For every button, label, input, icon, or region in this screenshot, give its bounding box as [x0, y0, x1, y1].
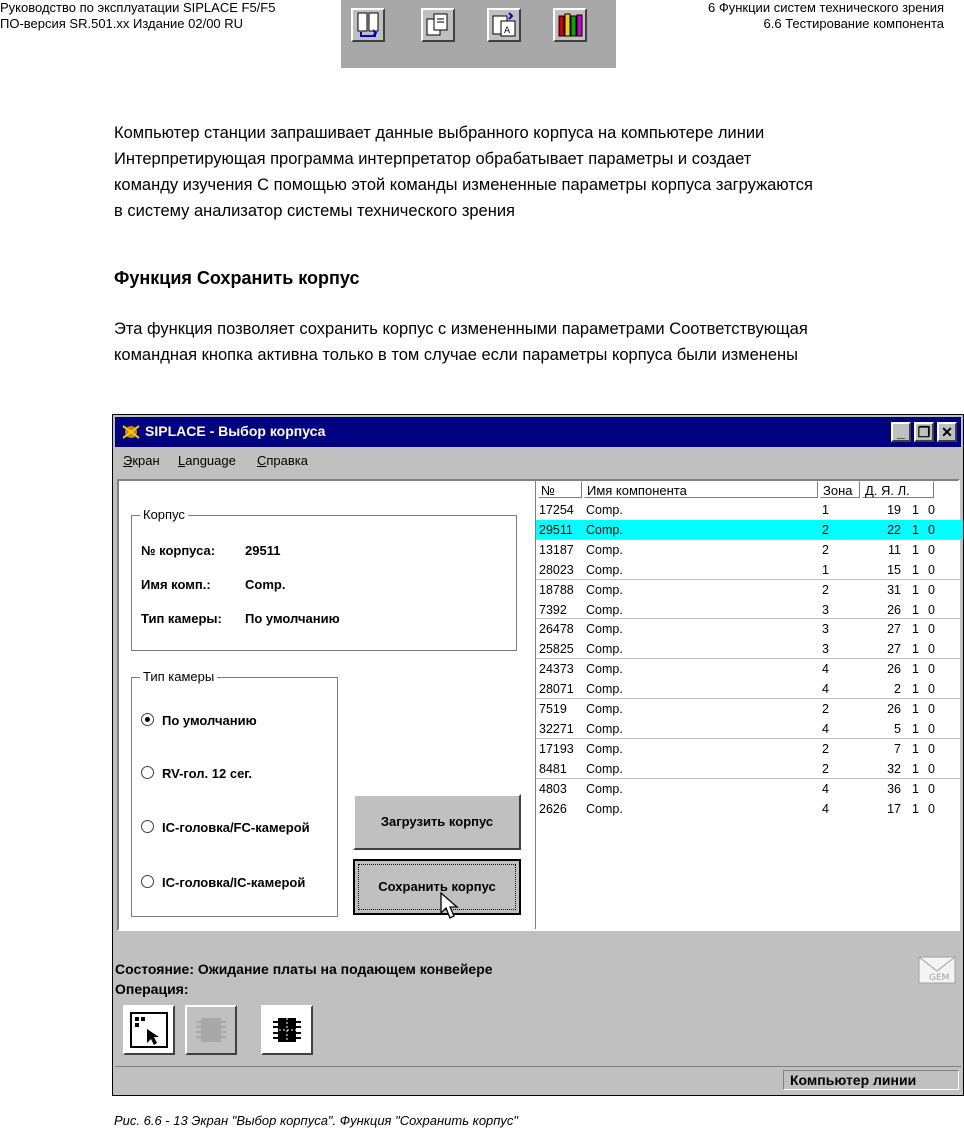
cell-ya: 1 — [912, 662, 919, 677]
cell-ya: 1 — [912, 622, 919, 637]
cell-number: 2626 — [539, 801, 567, 816]
cell-number: 28023 — [539, 562, 574, 577]
cell-component-name: Comp. — [586, 522, 623, 537]
cell-zone: 4 — [822, 801, 829, 816]
table-row[interactable] — [536, 520, 963, 540]
cell-number: 32271 — [539, 721, 574, 736]
cell-l: 0 — [928, 602, 935, 617]
cell-l: 0 — [928, 702, 935, 716]
select-tool-button[interactable] — [123, 1005, 175, 1055]
status-bar — [115, 1066, 961, 1093]
radio-button-selected[interactable] — [141, 713, 154, 726]
table-row[interactable] — [536, 580, 963, 600]
contents-nav-icon[interactable] — [351, 8, 385, 42]
table-row[interactable] — [536, 619, 963, 639]
cell-d: 17 — [887, 801, 901, 816]
cell-ya: 1 — [912, 682, 919, 697]
cell-l: 0 — [928, 562, 935, 577]
page-header-left — [0, 0, 275, 32]
camera-group-title: Тип камеры — [140, 669, 217, 684]
client-area — [117, 479, 960, 931]
figure-caption: Рис. 6.6 - 13 Экран "Выбор корпуса". Функция "Сохранить корпус" — [114, 1113, 519, 1128]
cell-ya: 1 — [912, 562, 919, 577]
column-component-name[interactable]: Имя компонента — [584, 481, 818, 498]
cell-zone: 2 — [822, 582, 829, 597]
menu-screen[interactable]: Экран — [123, 453, 160, 468]
cell-l: 0 — [928, 642, 935, 657]
cell-zone: 4 — [822, 662, 829, 677]
chip-disabled-icon — [187, 1007, 235, 1053]
cell-component-name: Comp. — [586, 801, 623, 816]
cell-number: 7392 — [539, 602, 567, 617]
table-row[interactable] — [536, 739, 963, 759]
focus-rect — [358, 864, 516, 910]
chip-alignment-tool-button[interactable] — [261, 1005, 313, 1055]
package-number-label: № корпуса: — [141, 543, 216, 558]
cell-l: 0 — [928, 582, 935, 597]
column-zone[interactable]: Зона — [820, 481, 860, 498]
cell-d: 32 — [887, 761, 901, 776]
cell-component-name: Comp. — [586, 542, 623, 557]
manual-title: Руководство по эксплуатации SIPLACE F5/F5 — [0, 0, 276, 15]
description-line: Эта функция позволяет сохранить корпус с измененными параметрами Соответствующая — [114, 320, 808, 338]
cell-number: 18788 — [539, 582, 574, 597]
cell-number: 8481 — [539, 761, 567, 776]
cell-ya: 1 — [912, 522, 919, 537]
cell-l: 0 — [928, 761, 935, 776]
cell-d: 27 — [887, 642, 901, 657]
intro-line: Интерпретирующая программа интерпретатор обрабатывает параметры и создает — [114, 150, 752, 168]
description-line: командная кнопка активна только в том случае если параметры корпуса были изменены — [114, 346, 799, 364]
camera-type-label: Тип камеры: — [141, 611, 222, 626]
cell-zone: 2 — [822, 702, 829, 716]
cell-zone: 4 — [822, 781, 829, 796]
chip-tool-button[interactable] — [185, 1005, 237, 1055]
cell-l: 0 — [928, 522, 935, 537]
table-row[interactable] — [536, 600, 963, 620]
cell-l: 0 — [928, 801, 935, 816]
navigation-icon-bar — [341, 0, 616, 68]
menu-language[interactable]: Language — [178, 453, 236, 468]
cell-number: 25825 — [539, 642, 574, 657]
cell-ya: 1 — [912, 702, 919, 716]
radio-button[interactable] — [141, 766, 154, 779]
camera-type-value: По умолчанию — [245, 611, 340, 626]
cell-component-name: Comp. — [586, 702, 623, 716]
cell-component-name: Comp. — [586, 642, 623, 657]
pages-nav-icon[interactable] — [421, 8, 455, 42]
cell-l: 0 — [928, 781, 935, 796]
cell-d: 26 — [887, 662, 901, 677]
intro-line: в систему анализатор системы технического зрения — [114, 202, 515, 220]
load-package-button[interactable]: Загрузить корпус — [353, 794, 521, 850]
cell-ya: 1 — [912, 741, 919, 756]
radio-button[interactable] — [141, 875, 154, 888]
cell-zone: 2 — [822, 761, 829, 776]
cell-zone: 3 — [822, 642, 829, 657]
cell-l: 0 — [928, 682, 935, 697]
cell-l: 0 — [928, 741, 935, 756]
cell-ya: 1 — [912, 761, 919, 776]
cell-d: 2 — [894, 682, 901, 697]
radio-ic-fc[interactable]: IC-головка/FC-камерой — [141, 820, 331, 835]
radio-rv-head[interactable]: RV-гол. 12 сег. — [141, 766, 331, 781]
component-table[interactable] — [535, 479, 963, 929]
cell-d: 5 — [894, 721, 901, 736]
cell-d: 27 — [887, 622, 901, 637]
cell-zone: 3 — [822, 602, 829, 617]
gem-mail-icon[interactable] — [917, 949, 957, 987]
minimize-button[interactable]: _ — [891, 422, 911, 442]
intro-line: Компьютер станции запрашивает данные выбранного корпуса на компьютере линии — [114, 124, 765, 142]
cell-number: 17254 — [539, 503, 574, 517]
intro-line: команду изучения С помощью этой команды измененные параметры корпуса загружаются — [114, 176, 813, 194]
table-row[interactable] — [536, 799, 963, 819]
cell-zone: 4 — [822, 682, 829, 697]
mouse-cursor-icon — [439, 891, 461, 921]
cell-zone: 1 — [822, 562, 829, 577]
radio-ic-ic[interactable]: IC-головка/IC-камерой — [141, 875, 335, 890]
cell-d: 31 — [887, 582, 901, 597]
cell-number: 29511 — [539, 522, 573, 537]
svg-text:A: A — [504, 26, 511, 36]
cell-ya: 1 — [912, 642, 919, 657]
index-nav-icon[interactable] — [487, 8, 521, 42]
cell-component-name: Comp. — [586, 721, 623, 736]
cell-l: 0 — [928, 622, 935, 637]
radio-default[interactable]: По умолчанию — [141, 713, 331, 728]
close-button[interactable]: ✕ — [937, 422, 957, 442]
cell-component-name: Comp. — [586, 622, 623, 637]
save-package-button[interactable]: Сохранить корпус — [353, 859, 521, 915]
intro-paragraph — [114, 120, 964, 224]
cell-d: 26 — [887, 602, 901, 617]
table-row[interactable] — [536, 540, 963, 560]
cell-number: 28071 — [539, 682, 574, 697]
chip-crosshair-icon — [263, 1007, 311, 1053]
cell-number: 13187 — [539, 542, 574, 557]
cell-zone: 2 — [822, 542, 829, 557]
tool-bar — [115, 1001, 961, 1059]
cell-component-name: Comp. — [586, 582, 623, 597]
cell-ya: 1 — [912, 721, 919, 736]
column-dyl[interactable]: Д. Я. Л. — [862, 481, 934, 498]
menu-bar — [115, 449, 961, 473]
cell-zone: 1 — [822, 503, 829, 517]
status-line: Состояние: Ожидание платы на подающем конвейере — [115, 961, 493, 977]
cell-d: 15 — [887, 562, 901, 577]
cell-zone: 3 — [822, 622, 829, 637]
cell-component-name: Comp. — [586, 562, 623, 577]
siplace-window — [112, 414, 964, 1096]
cell-ya: 1 — [912, 542, 919, 557]
package-number-value: 29511 — [245, 543, 281, 558]
cell-d: 7 — [894, 741, 901, 756]
window-title: SIPLACE - Выбор корпуса — [145, 423, 326, 439]
cell-d: 22 — [887, 522, 901, 537]
cell-ya: 1 — [912, 781, 919, 796]
cell-d: 11 — [888, 542, 901, 557]
line-computer-panel: Компьютер линии — [783, 1070, 959, 1090]
cell-component-name: Comp. — [586, 781, 623, 796]
app-logo-icon — [121, 422, 141, 442]
cell-component-name: Comp. — [586, 602, 623, 617]
cell-component-name: Comp. — [586, 503, 623, 517]
table-row[interactable] — [536, 719, 963, 739]
cell-l: 0 — [928, 542, 935, 557]
cell-l: 0 — [928, 721, 935, 736]
title-bar[interactable] — [115, 417, 961, 447]
select-pointer-icon — [125, 1007, 173, 1053]
table-row[interactable] — [536, 639, 963, 659]
cell-d: 36 — [887, 781, 901, 796]
table-row[interactable] — [536, 679, 963, 699]
cell-component-name: Comp. — [586, 662, 623, 677]
cell-number: 26478 — [539, 622, 574, 637]
radio-button[interactable] — [141, 820, 154, 833]
cell-l: 0 — [928, 662, 935, 677]
chapter-title: 6 Функции систем технического зрения — [708, 0, 944, 15]
table-row[interactable] — [536, 759, 963, 779]
library-nav-icon[interactable] — [553, 8, 587, 42]
cell-zone: 2 — [822, 741, 829, 756]
description-paragraph — [114, 316, 964, 368]
cell-l: 0 — [928, 503, 935, 517]
cell-ya: 1 — [912, 801, 919, 816]
cell-number: 7519 — [539, 702, 567, 716]
manual-version: ПО-версия SR.501.xx Издание 02/00 RU — [0, 16, 244, 31]
table-row[interactable] — [536, 500, 963, 520]
component-name-label: Имя комп.: — [141, 577, 211, 592]
page-header-right — [708, 0, 944, 32]
cell-component-name: Comp. — [586, 761, 623, 776]
cell-zone: 2 — [822, 522, 829, 537]
table-row[interactable] — [536, 699, 963, 719]
section-heading: Функция Сохранить корпус — [114, 268, 360, 288]
package-group-title: Корпус — [140, 507, 188, 522]
gem-label: GEM — [929, 973, 950, 983]
table-row[interactable] — [536, 659, 963, 679]
cell-d: 19 — [887, 503, 901, 517]
cell-component-name: Comp. — [586, 682, 623, 697]
cell-ya: 1 — [912, 503, 919, 517]
cell-number: 17193 — [539, 741, 574, 756]
restore-button[interactable]: ❐ — [914, 422, 934, 442]
column-number[interactable]: № — [538, 481, 582, 498]
table-row[interactable] — [536, 779, 963, 799]
cell-component-name: Comp. — [586, 741, 623, 756]
cell-d: 26 — [887, 702, 901, 716]
component-name-value: Comp. — [245, 577, 286, 592]
section-title: 6.6 Тестирование компонента — [763, 16, 944, 31]
operation-line: Операция: — [115, 981, 189, 997]
cell-number: 4803 — [539, 781, 567, 796]
table-row[interactable] — [536, 560, 963, 580]
cell-ya: 1 — [912, 602, 919, 617]
cell-ya: 1 — [912, 582, 919, 597]
menu-help[interactable]: Справка — [257, 453, 308, 468]
cell-number: 24373 — [539, 662, 574, 677]
cell-zone: 4 — [822, 721, 829, 736]
